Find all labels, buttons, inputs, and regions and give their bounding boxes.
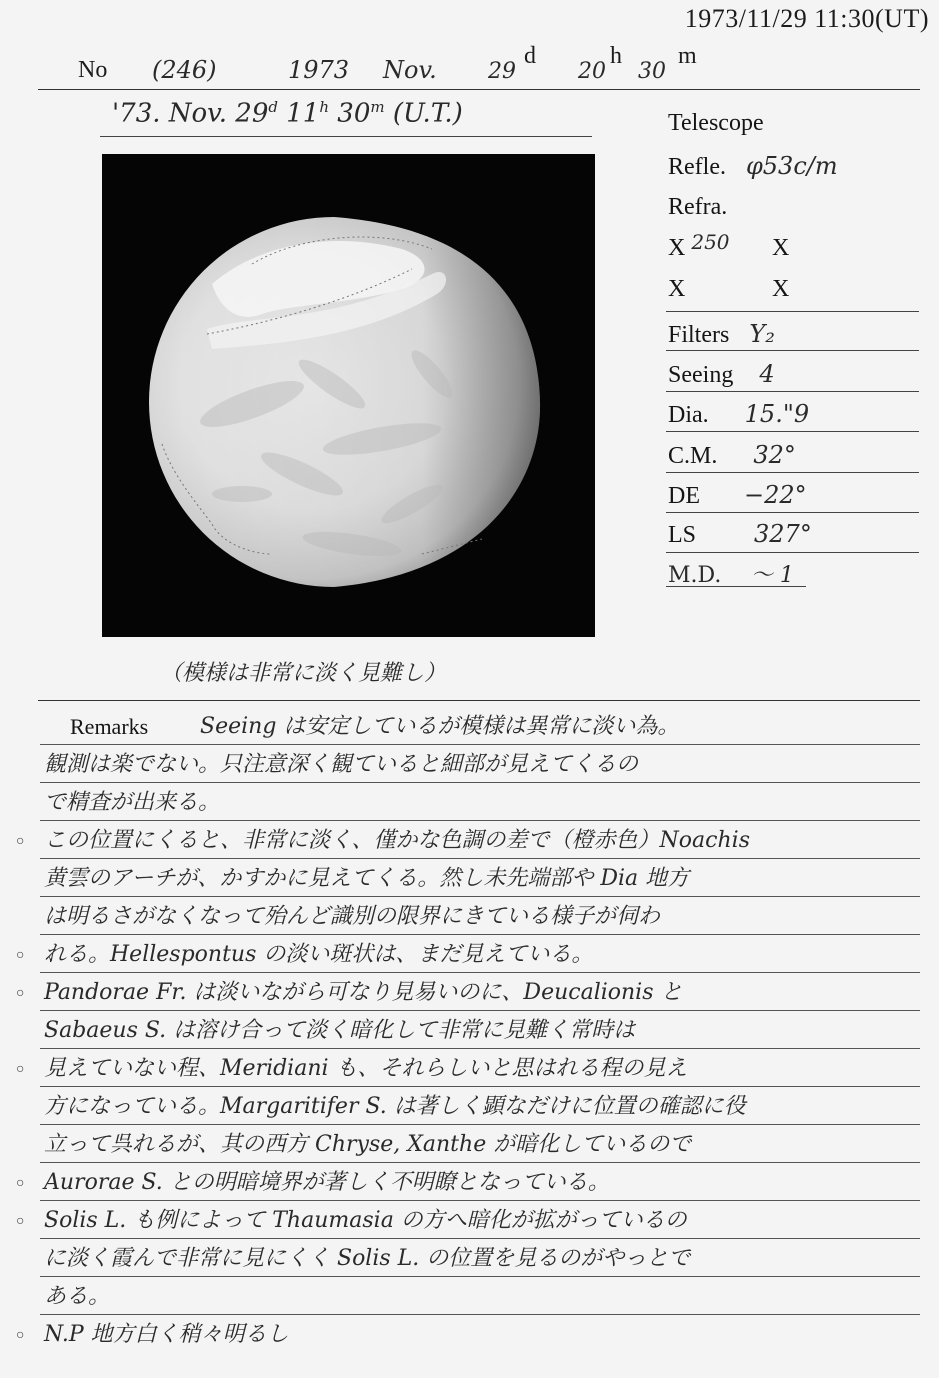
remark-text: は明るさがなくなって殆んど識別の限界にきている様子が伺わ	[44, 904, 661, 929]
observation-timestamp: 1973/11/29 11:30(UT)	[684, 4, 929, 33]
remark-text: で精査が出来る。	[44, 790, 221, 815]
ut-time-line	[112, 98, 463, 129]
record-number: (246)	[152, 56, 217, 84]
remark-line	[40, 858, 920, 897]
mag3-label: X	[668, 276, 686, 302]
filters-row	[668, 320, 775, 349]
mag4-label: X	[772, 276, 790, 302]
cm-row	[668, 441, 796, 470]
mag1-value: 250	[691, 230, 730, 254]
refle-value: φ53c/m	[745, 152, 838, 180]
remark-line	[16, 1200, 920, 1239]
filters-label: Filters	[668, 322, 730, 348]
mars-disk-drawing	[102, 154, 595, 637]
ls-row	[668, 520, 812, 549]
remark-text: Pandorae Fr. は淡いながら可なり見易いのに、Deucalionis と	[44, 980, 683, 1005]
ut-hour: 11	[278, 98, 320, 129]
remark-text: Sabaeus S. は溶け合って淡く暗化して非常に見難く常時は	[44, 1018, 636, 1043]
remark-line	[16, 972, 920, 1011]
params-rule-5	[666, 512, 919, 513]
remark-text: 方になっている。Margaritifer S. は著しく顕なだけに位置の確認に役	[44, 1094, 746, 1119]
params-rule-6	[666, 552, 919, 553]
ut-minute: 30	[329, 98, 371, 129]
params-rule-0	[666, 311, 919, 312]
ut-date: '73. Nov. 29	[112, 98, 269, 129]
magnification-row-1	[668, 230, 790, 262]
refle-label: Refle.	[668, 154, 726, 180]
remarks-label: Remarks	[70, 714, 149, 739]
remark-text: Solis L. も例によって Thaumasia の方へ暗化が拡がっているの	[44, 1208, 687, 1233]
dia-label: Dia.	[668, 402, 709, 428]
refra-row	[668, 194, 727, 221]
de-row	[668, 481, 807, 510]
remark-line	[40, 1086, 920, 1125]
cm-label: C.M.	[668, 443, 718, 469]
remark-text: に淡く霞んで非常に見にくく Solis L. の位置を見るのがやっとで	[44, 1246, 691, 1271]
seeing-label: Seeing	[668, 362, 734, 388]
md-row	[668, 558, 794, 589]
refra-label: Refra.	[668, 194, 728, 220]
remark-line	[16, 820, 920, 859]
bullet-marker: ○	[16, 1214, 25, 1229]
remark-text: ある。	[44, 1284, 111, 1309]
header-row	[78, 43, 778, 88]
hour-unit: h	[610, 43, 622, 69]
remark-line	[40, 782, 920, 821]
header-rule	[38, 89, 920, 90]
remark-text: N.P 地方白く稍々明るし	[44, 1322, 289, 1347]
ut-day-unit: d	[268, 98, 278, 116]
remark-text: 黄雲のアーチが、かすかに見えてくる。然し未先端部や Dia 地方	[44, 866, 690, 891]
cm-value: 32°	[753, 441, 796, 469]
dia-value: 15."9	[744, 400, 810, 428]
mars-sketch	[102, 154, 595, 637]
remark-line	[40, 1238, 920, 1277]
ut-minute-unit: m	[370, 98, 385, 116]
ls-value: 327°	[754, 520, 812, 548]
remark-line	[40, 706, 920, 745]
remark-text: Seeing は安定しているが模様は異常に淡い為。	[200, 714, 680, 739]
de-value: −22°	[744, 481, 807, 509]
remark-text: 立って呉れるが、其の西方 Chryse, Xanthe が暗化しているので	[44, 1132, 692, 1157]
minute-unit: m	[678, 43, 697, 69]
header-hour: 20	[578, 59, 606, 84]
header-year: 1973	[288, 56, 350, 84]
remark-text: 観測は楽でない。只注意深く観ていると細部が見えてくるの	[44, 752, 639, 777]
mag2-label: X	[772, 235, 790, 261]
remark-line	[40, 1276, 920, 1315]
ut-rule	[100, 136, 592, 137]
telescope-row	[668, 110, 764, 137]
remark-line	[16, 1162, 920, 1201]
remark-line	[16, 1048, 920, 1087]
drawing-caption: （模様は非常に淡く見難し）	[160, 661, 447, 686]
remark-text: れる。Hellespontus の淡い斑状は、まだ見えている。	[44, 942, 594, 967]
bullet-marker: ○	[16, 834, 25, 849]
remark-line	[16, 1314, 920, 1352]
seeing-value: 4	[759, 360, 775, 388]
refle-row	[668, 152, 838, 181]
params-rule-1	[666, 350, 919, 351]
seeing-row	[668, 360, 775, 389]
md-value: 〜 1	[750, 563, 794, 588]
magnification-row-2	[668, 276, 790, 303]
md-rule	[666, 586, 806, 587]
header-minute: 30	[638, 59, 666, 84]
bullet-marker: ○	[16, 1062, 25, 1077]
mag1-label: X	[668, 235, 686, 261]
no-label: No	[78, 57, 108, 83]
ut-suffix: (U.T.)	[384, 98, 463, 129]
remark-text: この位置にくると、非常に淡く、僅かな色調の差で（橙赤色）Noachis	[44, 828, 750, 853]
de-label: DE	[668, 483, 700, 509]
params-rule-2	[666, 391, 919, 392]
ut-hour-unit: h	[319, 98, 330, 116]
remark-line	[40, 1010, 920, 1049]
params-rule-4	[666, 472, 919, 473]
remarks-top-rule	[38, 700, 920, 701]
remark-line	[40, 896, 920, 935]
bullet-marker: ○	[16, 948, 25, 963]
ls-label: LS	[668, 522, 697, 548]
header-month: Nov.	[383, 56, 437, 84]
bullet-marker: ○	[16, 986, 25, 1001]
remark-line	[40, 1124, 920, 1163]
remark-text: 見えていない程、Meridiani も、それらしいと思はれる程の見え	[44, 1056, 688, 1081]
filters-value: Y₂	[749, 320, 775, 348]
bullet-marker: ○	[16, 1328, 25, 1343]
remark-text: Aurorae S. との明暗境界が著しく不明瞭となっている。	[44, 1170, 610, 1195]
params-rule-3	[666, 431, 919, 432]
header-day: 29	[488, 59, 516, 84]
bullet-marker: ○	[16, 1176, 25, 1191]
telescope-label: Telescope	[668, 110, 764, 136]
remark-line	[40, 744, 920, 783]
remark-line	[16, 934, 920, 973]
md-label: M.D.	[668, 563, 722, 588]
dia-row	[668, 400, 809, 429]
day-unit: d	[524, 43, 536, 69]
